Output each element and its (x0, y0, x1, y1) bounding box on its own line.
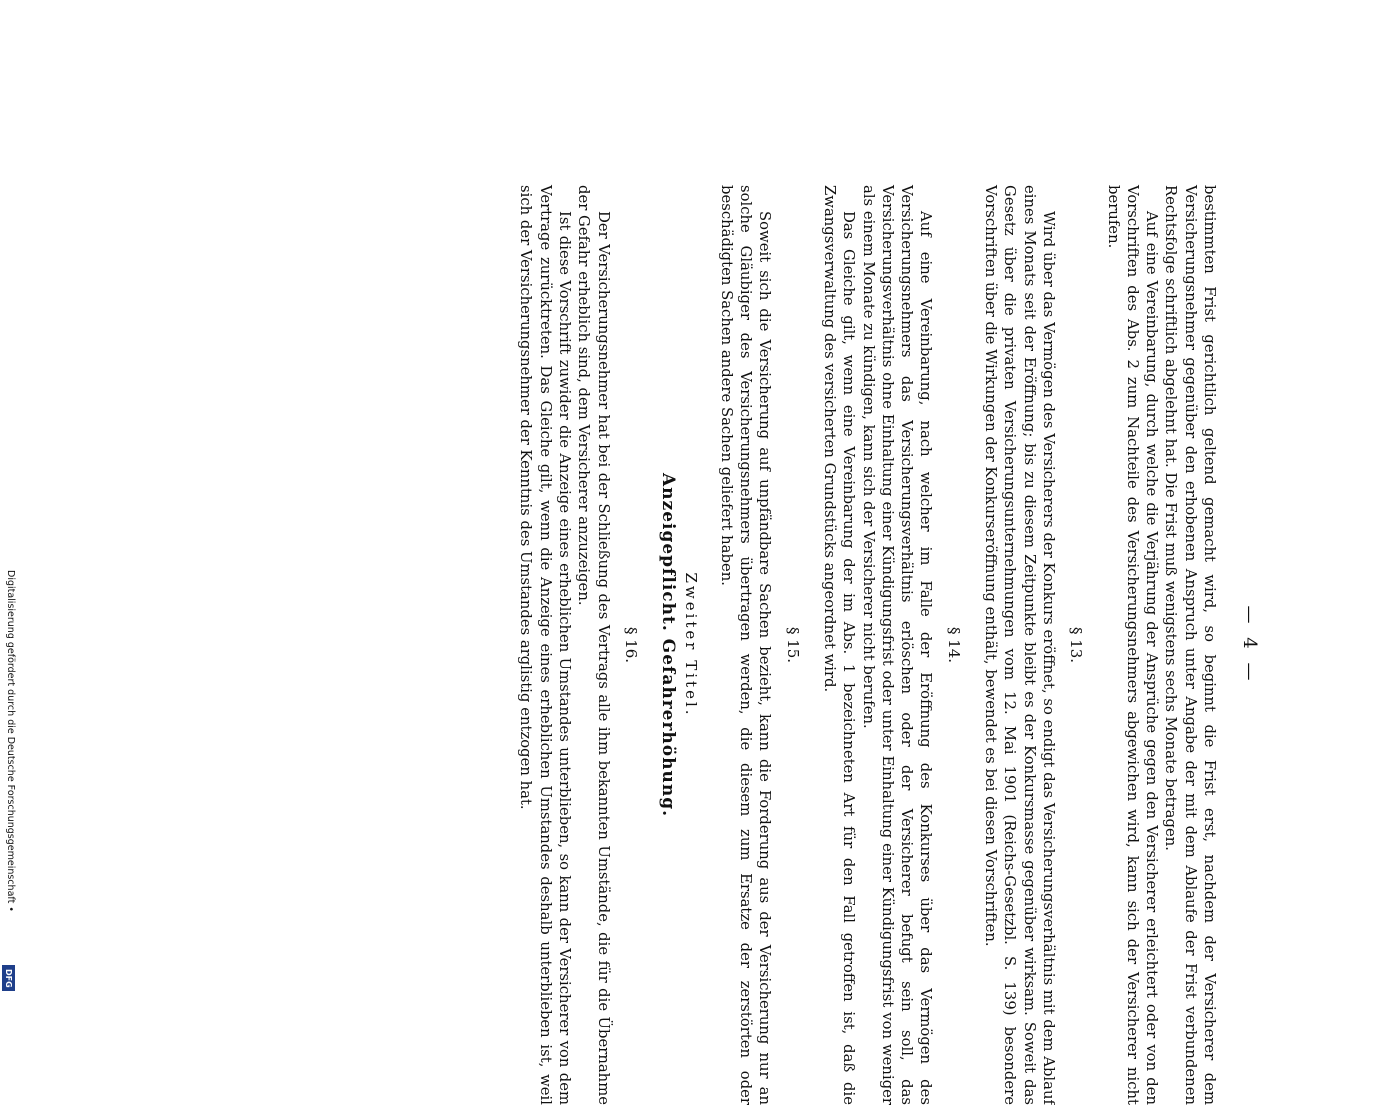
rotated-text-sheet (147, 185, 1267, 1105)
dfg-logo-icon: DFG (2, 965, 15, 991)
title-heading: Anzeigepflicht. Gefahrerhöhung. (658, 472, 679, 818)
paragraph: Ist diese Vorschrift zuwider die Anzeige eines erheblichen Umstandes unterblieben, so kann der Versicherer von dem Vertrage zurücktreten. Das Gleiche gilt, wenn die Anzeige eines erheblichen Umstandes deshalb unterblieben ist, weil sich der Versicherungsnehmer der Kenntnis des Umstandes arglistig entzogen hat. (517, 185, 573, 1105)
paragraph: Wird über das Vermögen des Versicherers der Konkurs eröffnet, so endigt das Versicherungsverhältnis mit dem Ablauf eines Monats seit der Eröffnung; bis zu diesem Zeitpunkte bleibt es der Konkursmasse gegenüber wirksam. Soweit das Gesetz über die privaten Versicherungsunternehmungen vom 12. Mai 1901 (Reichs-Gesetzbl. S. 139) besondere Vorschriften über die Wirkungen der Konkurseröffnung enthält, bewendet es bei diesen Vorschriften. (982, 185, 1057, 1105)
section-heading: § 13. (1067, 626, 1086, 664)
page-body (516, 185, 1219, 1105)
section-heading: § 14. (944, 626, 963, 664)
title-label: Zweiter Titel. (682, 572, 701, 718)
paragraph: Der Versicherungsnehmer hat bei der Schließung des Vertrags alle ihm bekannten Umstände, die für die Übernahme der Gefahr erheblich sind, dem Versicherer anzuzeigen. (575, 185, 612, 1105)
footer-credit-text: Digitalisierung gefördert durch die Deutsche Forschungsgemeinschaft • (5, 570, 16, 912)
paragraph: Auf eine Vereinbarung, nach welcher im Falle der Eröffnung des Konkurses über das Vermögen des Versicherungsnehmers das Versicherungsverhältnis erlöschen oder der Versicherer befugt sein soll, das Versicherungsverhältnis ohne Einhaltung einer Kündigungsfrist oder unter Einhaltung einer Kündigungsfrist von weniger als einem Monate zu kündigen, kann sich der Versicherer nicht berufen. (859, 185, 935, 1105)
page-number: — 4 — (1239, 605, 1260, 685)
paragraph: Auf eine Vereinbarung, durch welche die Verjährung der Ansprüche gegen den Versicherer erleichtert oder von den Vorschriften des Abs. 2 zum Nachteile des Versicherungsnehmers abgewichen wird, kann sich der Versicherer nicht berufen. (1104, 185, 1161, 1105)
section-heading: § 16. (621, 626, 640, 664)
paragraph: Soweit sich die Versicherung auf unpfändbare Sachen bezieht, kann die Forderung aus der Versicherung nur an solche Gläubiger des Versicherungsnehmers übertragen werden, die diesem zum Ersatze der zerstörten oder beschädigten Sachen andere Sachen geliefert haben. (717, 185, 774, 1105)
digitization-footer (0, 570, 18, 995)
section-heading: § 15. (783, 626, 802, 664)
paragraph: Das Gleiche gilt, wenn eine Vereinbarung der im Abs. 1 bezeichneten Art für den Fall getroffen ist, daß die Zwangsverwaltung des versicherten Grundstücks angeordnet wird. (820, 185, 858, 1105)
paragraph: bestimmten Frist gerichtlich geltend gemacht wird, so beginnt die Frist erst, nachdem der Versicherer dem Versicherungsnehmer gegenüber den erhobenen Anspruch unter Angabe der mit dem Ablaufe der Frist verbundenen Rechtsfolge schriftlich abgelehnt hat. Die Frist muß wenigstens sechs Monate betragen. (1162, 185, 1218, 1105)
